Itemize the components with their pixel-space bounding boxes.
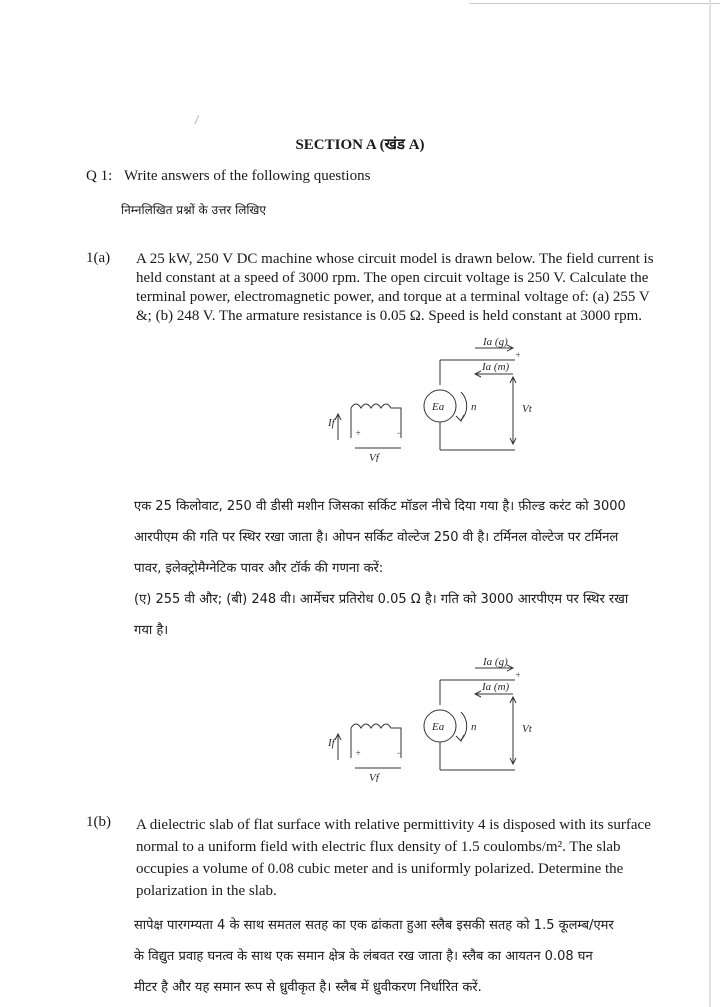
label-ea: Ea (432, 401, 445, 413)
item-a-en-line: terminal power, electromagnetic power, and torque at a terminal voltage of: (a) 255 V (136, 289, 650, 305)
item-a-hindi (134, 491, 720, 646)
label-n: n (471, 721, 477, 733)
item-a-number: 1(a) (86, 250, 111, 266)
item-a-hi-line: आरपीएम की गति पर स्थिर रखा जाता है। ओपन सर्किट वोल्टेज 250 वी है। टर्मिनल वोल्टेज पर टर्मिनल (134, 530, 619, 545)
item-a-hi-line: गया है। (134, 623, 169, 638)
page-edge-top (470, 3, 720, 4)
label-ea: Ea (432, 721, 445, 733)
item-b-hi-line: के विद्युत प्रवाह घनत्व के साथ एक समान क्षेत्र के लंबवत रख जाता है। स्लैब का आयतन 0.08 घन (134, 949, 593, 964)
item-b-en-line: polarization in the slab. (136, 883, 277, 899)
plus-sign: + (355, 748, 362, 758)
item-b-hi-line: सापेक्ष पारगम्यता 4 के साथ समतल सतह का एक ढांकता हुआ स्लैब इसकी सतह को 1.5 कूलम्ब/एमर (134, 918, 614, 933)
section-title: SECTION A (खंड A) (295, 137, 425, 153)
label-if: If (328, 737, 335, 749)
label-if: If (328, 417, 335, 429)
label-ia-g: Ia (g) (483, 336, 508, 348)
item-a-hi-line: पावर, इलेक्ट्रोमैग्नेटिक पावर और टॉर्क की गणना करें: (134, 561, 384, 576)
label-ia-m: Ia (m) (482, 681, 510, 693)
label-ia-g: Ia (g) (483, 656, 508, 668)
item-a-en-line: held constant at a speed of 3000 rpm. The open circuit voltage is 250 V. Calculate the (136, 270, 649, 286)
item-b-hi-line: मीटर है और यह समान रूप से ध्रुवीकृत है। स्लैब में ध्रुवीकरण निर्धारित करें. (134, 980, 482, 995)
circuit-diagram-1 (325, 332, 545, 462)
item-a-en-line: A 25 kW, 250 V DC machine whose circuit model is drawn below. The field current is (136, 251, 654, 267)
minus-sign: − (396, 748, 403, 758)
scan-mark (194, 115, 205, 127)
item-a-en-line: &; (b) 248 V. The armature resistance is 0.05 Ω. Speed is held constant at 3000 rpm. (136, 308, 643, 324)
question-number: Q 1: (86, 168, 113, 184)
question-text-hindi: निम्नलिखित प्रश्नों के उत्तर लिखिए (121, 203, 266, 217)
item-b-en-line: normal to a uniform field with electric flux density of 1.5 coulombs/m². The slab (136, 839, 621, 855)
plus-sign: + (355, 428, 362, 438)
question-text: Write answers of the following questions (124, 168, 371, 184)
item-b-en-line: occupies a volume of 0.08 cubic meter and is uniformly polarized. Determine the (136, 861, 624, 877)
plus-sign: + (515, 350, 522, 360)
minus-sign: − (396, 428, 403, 438)
label-vf: Vf (369, 452, 379, 462)
item-b-hindi (134, 910, 720, 1003)
circuit-diagram-2 (325, 652, 545, 782)
item-b-english (136, 814, 720, 902)
item-b-en-line: A dielectric slab of flat surface with relative permittivity 4 is disposed with its surface (136, 817, 651, 833)
label-vt: Vt (522, 723, 532, 735)
item-a-hi-line: एक 25 किलोवाट, 250 वी डीसी मशीन जिसका सर्किट मॉडल नीचे दिया गया है। फ़ील्ड करंट को 3000 (134, 499, 626, 514)
label-ia-m: Ia (m) (482, 361, 510, 373)
plus-sign: + (515, 670, 522, 680)
item-a-english (136, 250, 720, 326)
label-vt: Vt (522, 403, 532, 415)
label-vf: Vf (369, 772, 379, 782)
item-b-number: 1(b) (86, 814, 111, 830)
item-a-hi-line: (ए) 255 वी और; (बी) 248 वी। आर्मेचर प्रतिरोध 0.05 Ω है। गति को 3000 आरपीएम पर स्थिर रखा (134, 592, 629, 607)
label-n: n (471, 401, 477, 413)
